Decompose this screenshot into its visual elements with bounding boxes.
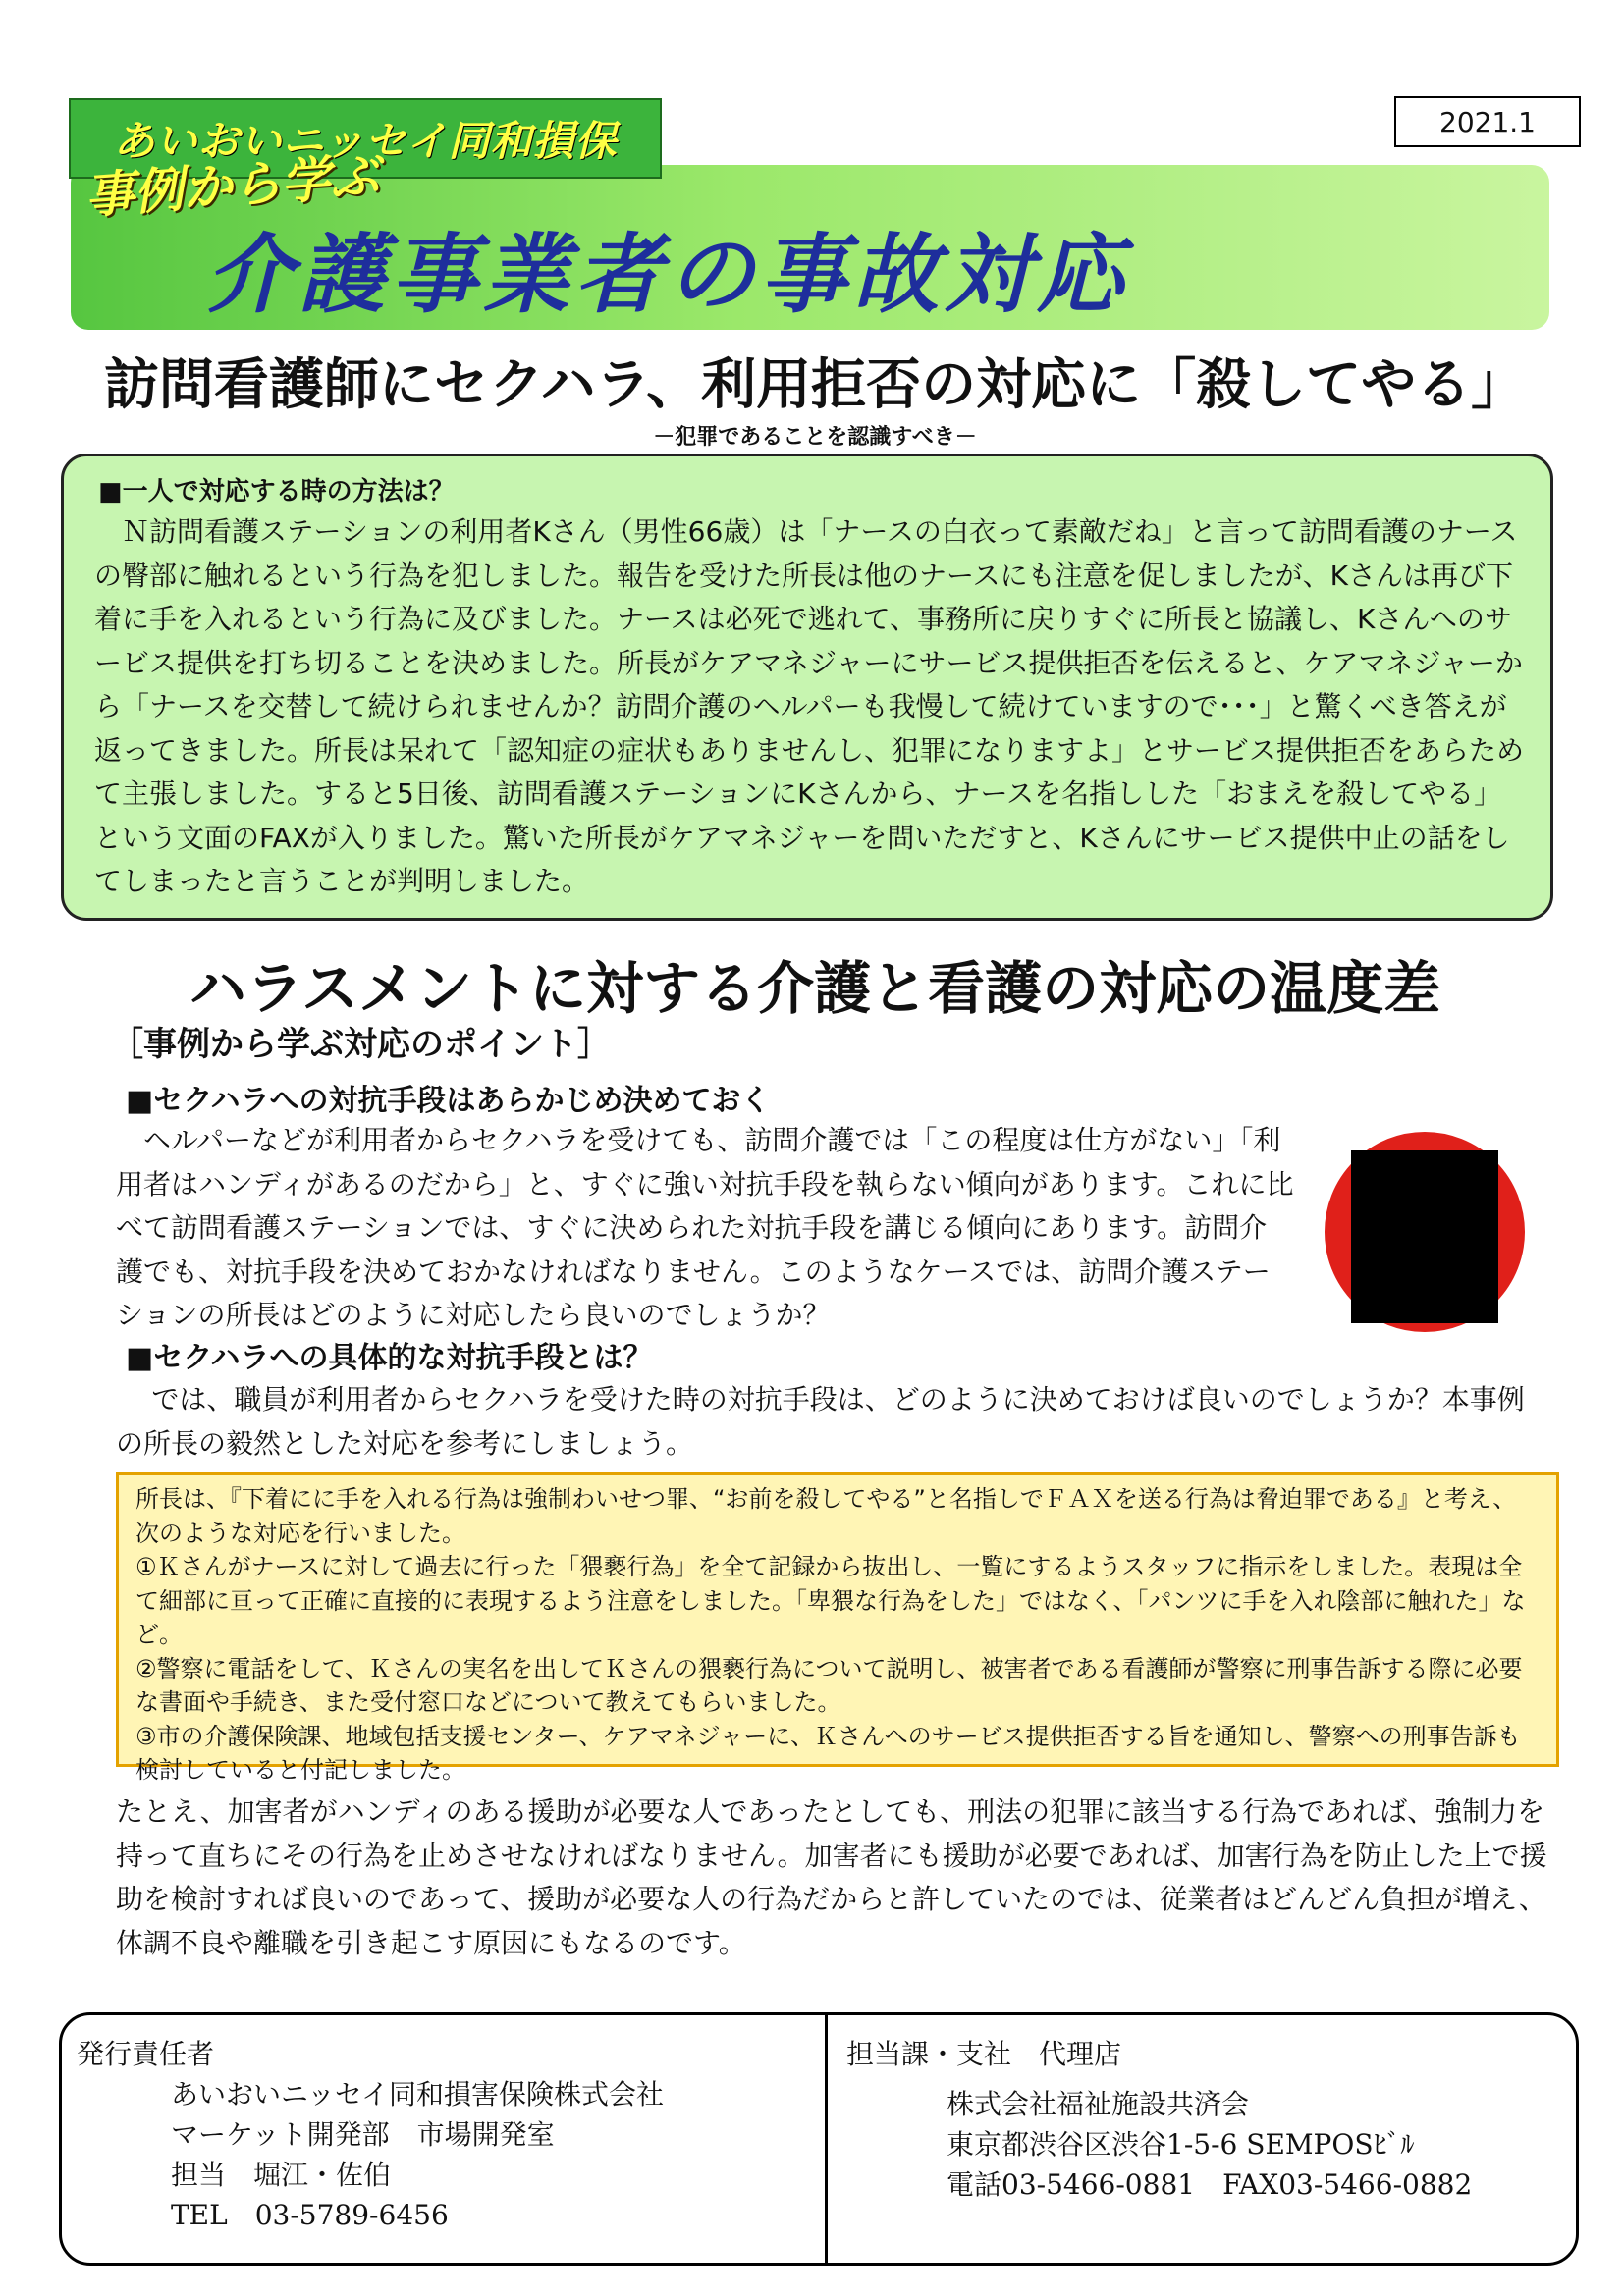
measures-item: ②警察に電話をして、Ｋさんの実名を出してＫさんの猥褻行為について説明し、被害者である看護師が警察に刑事告訴する際に必要な書面や手続き、また受付窓口などについて教えてもらいました。 bbox=[135, 1654, 1523, 1716]
headline: 訪問看護師にセクハラ、利用拒否の対応に「殺してやる」 bbox=[103, 353, 1527, 417]
issue-date: 2021.1 bbox=[1394, 96, 1581, 147]
subheading-measures: ■セクハラへの具体的な対抗手段とは？ bbox=[126, 1341, 653, 1375]
headline-sub: －犯罪であることを認識すべき－ bbox=[653, 425, 977, 450]
footer-divider bbox=[825, 2012, 828, 2266]
publisher-staff: 担当 堀江・佐伯 bbox=[171, 2159, 392, 2191]
paragraph-measures: では、職員が利用者からセクハラを受けた時の対抗手段は、どのように決めておけば良いのでしょうか？本事例の所長の毅然とした対応を参考にしましょう。 bbox=[116, 1383, 1525, 1460]
publisher-label: 発行責任者 bbox=[77, 2038, 215, 2070]
section-title: ハラスメントに対する介護と看護の対応の温度差 bbox=[189, 955, 1441, 1022]
agent-info bbox=[846, 2034, 1472, 2205]
agent-phone: 電話03-5466-0881 FAX03-5466-0882 bbox=[947, 2168, 1473, 2201]
banner-subtitle: 事例から学ぶ bbox=[82, 147, 382, 225]
measures-intro: 所長は、『下着にに手を入れる行為は強制わいせつ罪、“お前を殺してやる”と名指しでＦＡＸを送る行為は脅迫罪である』と考え、次のような対応を行いました。 bbox=[135, 1485, 1517, 1547]
brand-text: あいおいニッセイ同和損保 bbox=[113, 117, 618, 165]
measures-text bbox=[135, 1482, 1540, 1788]
agent-label: 担当課・支社 代理店 bbox=[846, 2038, 1122, 2070]
points-label: ［事例から学ぶ対応のポイント］ bbox=[110, 1025, 611, 1064]
publisher-company: あいおいニッセイ同和損害保険株式会社 bbox=[171, 2078, 665, 2110]
banner-title: 介護事業者の事故対応 bbox=[206, 224, 1130, 325]
case-body: Ｎ訪問看護ステーションの利用者Kさん（男性66歳）は「ナースの白衣って素敵だね」と言って訪問看護のナースの臀部に触れるという行為を犯しました。報告を受けた所長は他のナースにも注意を促しましたが、Kさんは再び下着に手を入れるという行為に及びました。ナースは必死で逃れて、事務所に戻りすぐに所長と協議し、Kさんへのサービス提供を打ち切ることを決めました。所長がケアマネジャーにサービス提供拒否を伝えると、ケアマネジャーから「ナースを交替して続けられませんか？訪問介護のヘルパーも我慢して続けていますので･･･」と驚くべき答えが返ってきました。所長は呆れて「認知症の症状もありませんし、犯罪になりますよ」とサービス提供拒否をあらためて主張しました。すると5日後、訪問看護ステーションにKさんから、ナースを名指しした「おまえを殺してやる」という文面のFAXが入りました。驚いた所長がケアマネジャーを問いただすと、Kさんにサービス提供中止の話をしてしまったと言うことが判明しました。 bbox=[94, 515, 1525, 897]
publisher-info bbox=[77, 2034, 664, 2235]
conclusion: たとえ、加害者がハンディのある援助が必要な人であったとしても、刑法の犯罪に該当する行為であれば、強制力を持って直ちにその行為を止めさせなければなりません。加害者にも援助が必要であれば、加害行為を防止した上で援助を検討すれば良いのであって、援助が必要な人の行為だからと許していたのでは、従業者はどんどん負担が増え、体調不良や離職を引き起こす原因にもなるのです。 bbox=[116, 1795, 1547, 1959]
measures-item: ①Ｋさんがナースに対して過去に行った「猥褻行為」を全て記録から抜出し、一覧にするようスタッフに指示をしました。表現は全て細部に亘って正確に直接的に表現するよう注意をしました。「卑猥な行為をした」ではなく、「パンツに手を入れ陰部に触れた」など。 bbox=[135, 1553, 1526, 1648]
measures-item: ③市の介護保険課、地域包括支援センター、ケアマネジャーに、Ｋさんへのサービス提供拒否する旨を通知し、警察への刑事告訴も検討していると付記しました。 bbox=[135, 1722, 1521, 1784]
subheading-prepare: ■セクハラへの対抗手段はあらかじめ決めておく bbox=[126, 1084, 771, 1118]
prohibition-sign-icon bbox=[1322, 1129, 1528, 1335]
agent-company: 株式会社福祉施設共済会 bbox=[947, 2088, 1250, 2120]
publisher-dept: マーケット開発部 市場開発室 bbox=[171, 2118, 555, 2151]
paragraph-prepare: ヘルパーなどが利用者からセクハラを受けても、訪問介護では「この程度は仕方がない」「利用者はハンディがあるのだから」と、すぐに強い対抗手段を執らない傾向があります。これに比べて訪問看護ステーションでは、すぐに決められた対抗手段を講じる傾向にあります。訪問介護でも、対抗手段を決めておかなければなりません。このようなケースでは、訪問介護ステーションの所長はどのように対応したら良いのでしょうか？ bbox=[116, 1124, 1294, 1331]
publisher-tel: TEL 03-5789-6456 bbox=[171, 2199, 449, 2231]
case-heading: ■一人で対応する時の方法は？ bbox=[98, 477, 455, 507]
agent-address: 東京都渋谷区渋谷1-5-6 SEMPOSﾋﾞﾙ bbox=[947, 2128, 1415, 2161]
